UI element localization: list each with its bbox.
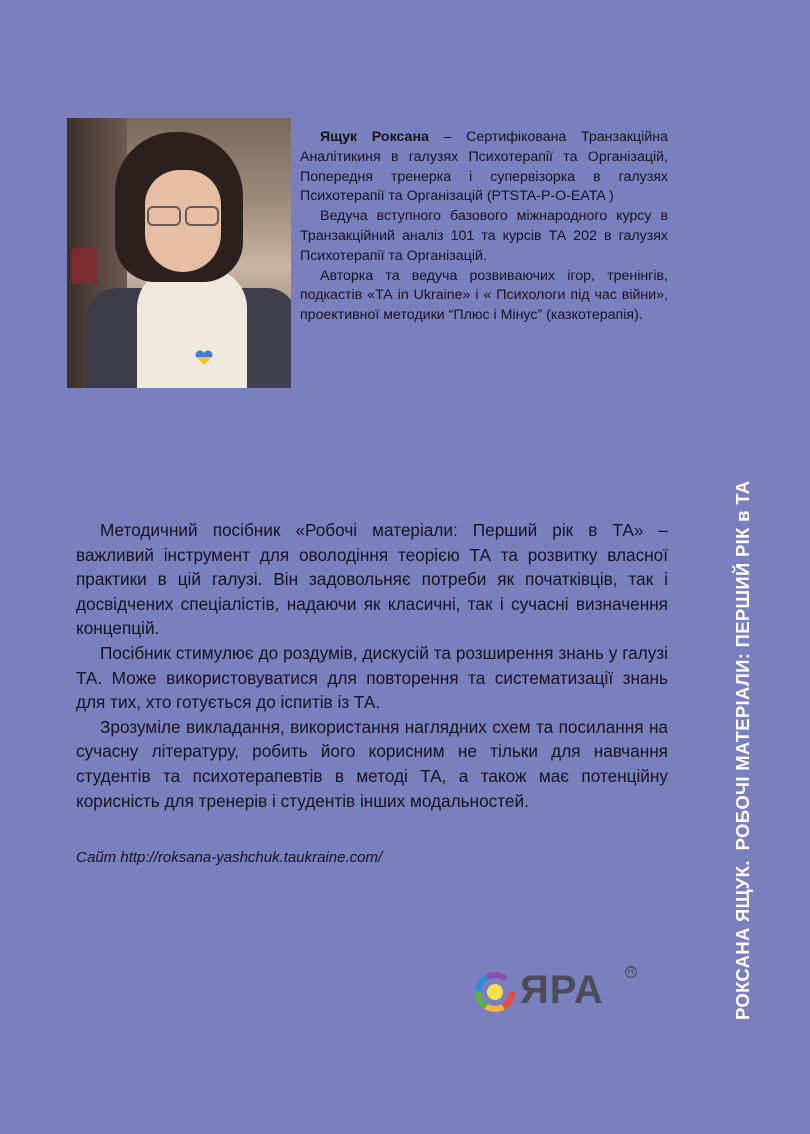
logo-wordmark: ЯРА: [520, 968, 604, 1012]
website-link[interactable]: Сайт http://roksana-yashchuk.taukraine.com/: [76, 849, 383, 866]
description-paragraph: Методичний посібник «Робочі матеріали: Перший рік в ТА» – важливий інструмент для оволодіння теорією ТА та розвитку власної практики в цій галузі. Він задовольняє потреби як початківців, так і досвідчених спеціалістів, надаючи як класичні, так і сучасні визначення концепцій.: [76, 520, 668, 639]
description-paragraph: Зрозуміле викладання, використання наглядних схем та посилання на сучасну літературу, робить його корисним не тільки для навчання студентів та психотерапевтів в методі ТА, а також має потенційну корисність для тренерів і студентів інших модальностей.: [76, 716, 668, 811]
book-description: [76, 518, 668, 813]
author-photo: [67, 118, 291, 388]
bio-paragraph: Авторка та ведуча розвиваючих ігор, тренінгів, подкастів «ТА in Ukraine» і « Психологи під час війни», проективної методики “Плюс і Мінус” (казкотерапія).: [300, 267, 668, 324]
bio-paragraph: Ведуча вступного базового міжнародного курсу в Транзакційний аналіз 101 та курсів ТА 202 в галузях Психотерапії та Організацій.: [300, 208, 668, 264]
spine-author: РОКСАНА ЯЩУК.: [732, 860, 753, 1020]
rainbow-ring-icon: [475, 972, 515, 1012]
bio-paragraph: Ящук Роксана – Сертифікована Транзакційна Аналітикиня в галузях Психотерапії та Організацій, Попередня тренерка і супервізорка в галузях Психотерапії та Організацій (PTSTA-P-O-EATA ): [300, 129, 668, 205]
heart-pin-icon: [195, 350, 213, 366]
author-bio: [300, 128, 668, 326]
spine-book-title: РОБОЧІ МАТЕРІАЛИ: ПЕРШИЙ РІК в ТА: [732, 480, 753, 851]
registered-mark: R: [625, 966, 637, 978]
author-name: Ящук Роксана: [320, 129, 429, 145]
publisher-logo: [475, 966, 645, 1018]
spine-title: [732, 390, 754, 1020]
description-paragraph: Посібник стимулює до роздумів, дискусій та розширення знань у галузі ТА. Може використовуватися для повторення та систематизації знань для тих, хто готується до іспитів із ТА.: [76, 642, 668, 713]
